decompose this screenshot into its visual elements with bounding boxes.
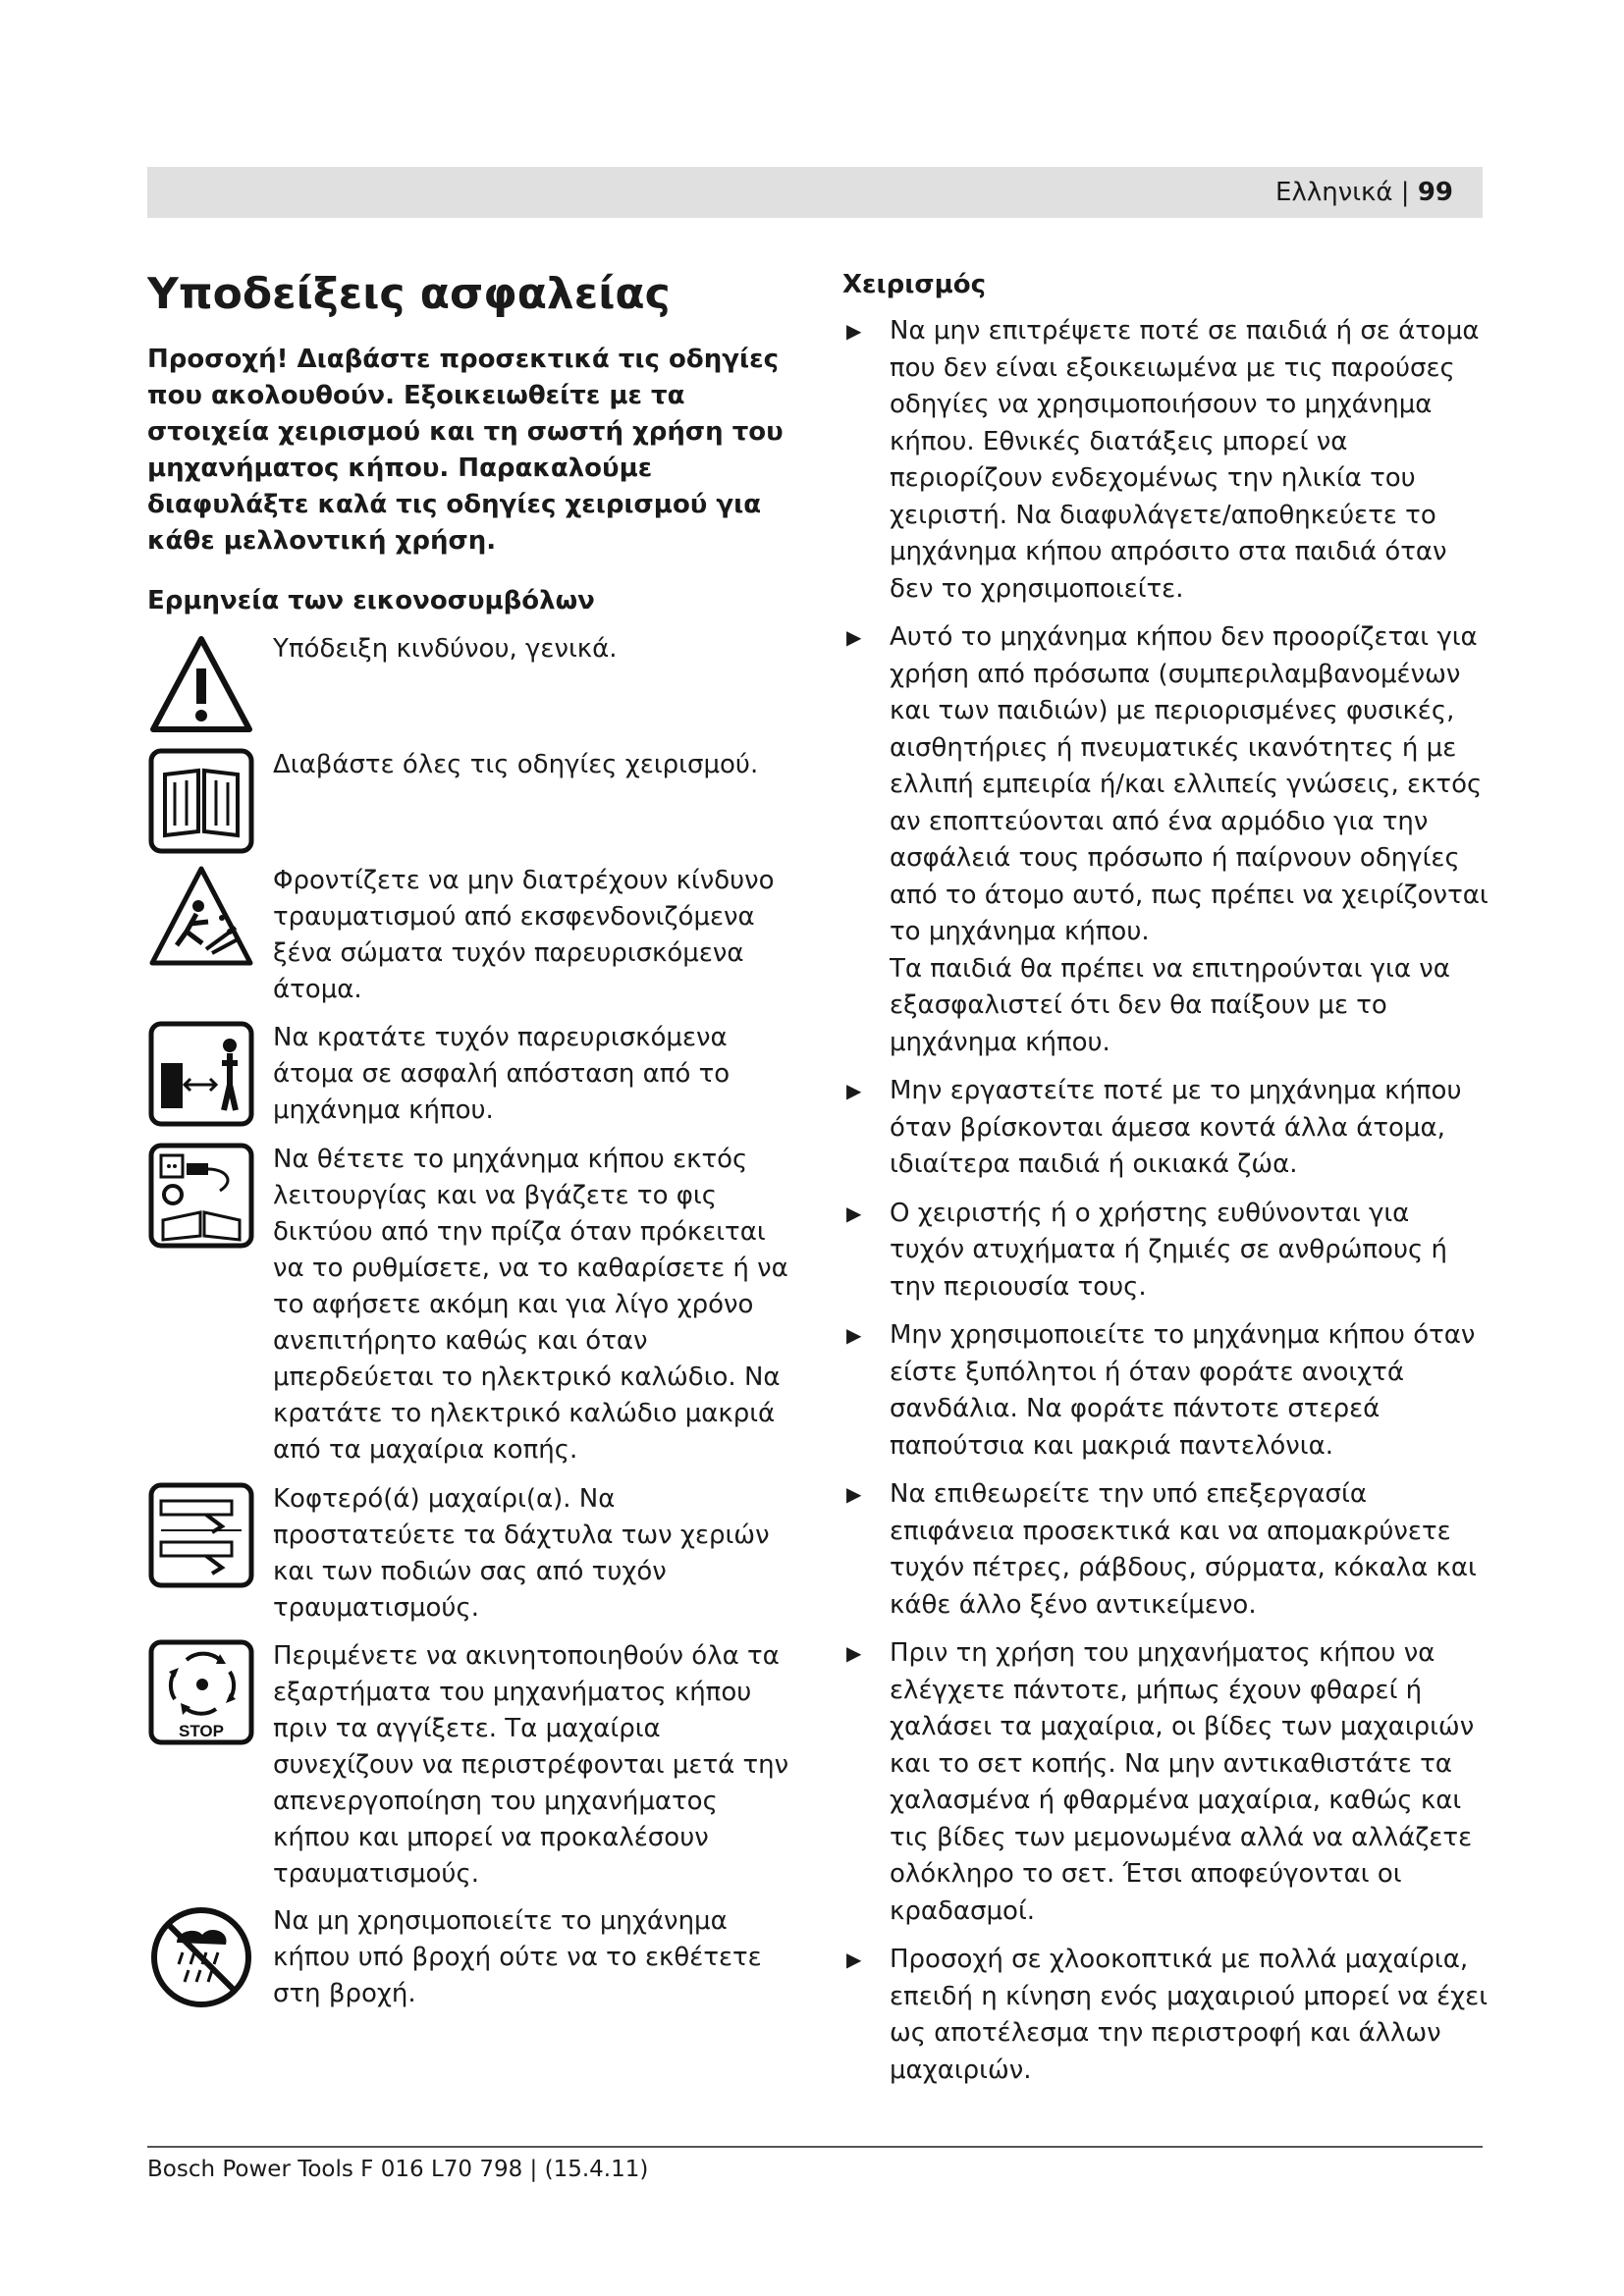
symbol-row: [147, 747, 795, 863]
left-column: [147, 265, 795, 2019]
page-header: [147, 167, 1483, 218]
bullet-text: Τα παιδιά θα πρέπει να επιτηρούνται για να εξασφαλιστεί ότι δεν θα παίξουν με το μηχάνημα κήπου.: [890, 953, 1450, 1057]
symbol-text: Να μη χρησιμοποιείτε το μηχάνημα κήπου υπό βροχή ούτε να το εκθέτετε στη βροχή.: [273, 1906, 762, 2008]
symbol-text: Φροντίζετε να μην διατρέχουν κίνδυνο τραυματισμού από εκσφενδονιζόμενα ξένα σώματα τυχόν παρευρισκόμενα άτομα.: [273, 866, 775, 1004]
bullet-arrow-icon: ▶: [846, 319, 862, 343]
stop-rotation-icon: [147, 1638, 255, 1746]
list-item: [842, 1196, 1490, 1307]
read-manual-icon: [147, 747, 255, 855]
symbol-row: [147, 1142, 795, 1481]
list-item: [842, 1942, 1490, 2089]
bullet-arrow-icon: ▶: [846, 1201, 862, 1225]
symbol-text: Κοφτερό(ά) μαχαίρι(α). Να προστατεύετε τα δάχτυλα των χεριών και των ποδιών σας από τυχόν τραυματισμούς.: [273, 1484, 770, 1623]
symbol-text: Διαβάστε όλες τις οδηγίες χειρισμού.: [273, 750, 759, 779]
symbol-row: [147, 1903, 795, 2019]
symbol-text: Περιμένετε να ακινητοποιηθούν όλα τα εξαρτήματα του μηχανήματος κήπου πριν τα αγγίξετε. Τα μαχαίρια συνεχίζουν να περιστρέφονται μετά την απενεργοποίηση του μηχανήματος κήπου και μπορεί να προκαλέσουν τραυματισμούς.: [273, 1641, 789, 1889]
right-column: [842, 265, 1490, 2101]
header-language: Ελληνικά |: [1275, 178, 1418, 207]
warning-triangle-icon: [147, 631, 255, 739]
bullet-text: Μην χρησιμοποιείτε το μηχάνημα κήπου όταν είστε ξυπόλητοι ή όταν φοράτε ανοιχτά σανδάλια. Να φοράτε πάντοτε στερεά παπούτσια και μακριά παντελόνια.: [890, 1320, 1476, 1461]
symbol-row: [147, 1638, 795, 1903]
list-item: [842, 1476, 1490, 1624]
list-item: [842, 1635, 1490, 1930]
bullet-arrow-icon: ▶: [846, 1641, 862, 1665]
bullet-arrow-icon: ▶: [846, 1079, 862, 1102]
bullet-text: Ο χειριστής ή ο χρήστης ευθύνονται για τυχόν ατυχήματα ή ζημιές σε ανθρώπους ή την περιουσία τους.: [890, 1198, 1448, 1302]
symbols-heading: Ερμηνεία των εικονοσυμβόλων: [147, 586, 595, 615]
bullet-arrow-icon: ▶: [846, 1948, 862, 1971]
operation-heading: Χειρισμός: [842, 270, 987, 299]
bullet-text: Πριν τη χρήση του μηχανήματος κήπου να ελέγχετε πάντοτε, μήπως έχουν φθαρεί ή χαλάσει τα μαχαίρια, οι βίδες των μαχαιριών και το σετ κοπής. Να μην αντικαθιστάτε τα χαλασμένα ή φθαρμένα μαχαίρια, καθώς και τις βίδες των μεμονωμένα αλλά να αλλάζετε ολόκληρο το σετ. Έτσι αποφεύγονται οι κραδασμοί.: [890, 1638, 1475, 1926]
symbol-text: Υπόδειξη κινδύνου, γενικά.: [273, 634, 618, 664]
stop-label: STOP: [179, 1722, 224, 1740]
footer-divider: [147, 2146, 1483, 2148]
list-item: [842, 619, 1490, 1061]
header-label: [1275, 167, 1453, 218]
bullet-text: Μην εργαστείτε ποτέ με το μηχάνημα κήπου όταν βρίσκονται άμεσα κοντά άλλα άτομα, ιδιαίτερα παιδιά ή οικιακά ζώα.: [890, 1076, 1462, 1179]
symbol-row: [147, 1481, 795, 1638]
bullet-arrow-icon: ▶: [846, 1482, 862, 1506]
intro-warning: Προσοχή! Διαβάστε προσεκτικά τις οδηγίες που ακολουθούν. Εξοικειωθείτε με τα στοιχεία χειρισμού και τη σωστή χρήση του μηχανήματος κήπου. Παρακαλούμε διαφυλάξτε καλά τις οδηγίες χειρισμού για κάθε μελλοντική χρήση.: [147, 345, 784, 556]
symbol-row: [147, 863, 795, 1020]
no-rain-icon: [147, 1903, 255, 2011]
symbol-text: Να κρατάτε τυχόν παρευρισκόμενα άτομα σε ασφαλή απόσταση από το μηχάνημα κήπου.: [273, 1023, 731, 1125]
keep-distance-icon: [147, 1020, 255, 1128]
bullet-arrow-icon: ▶: [846, 625, 862, 649]
list-item: [842, 1317, 1490, 1465]
sharp-blades-icon: [147, 1481, 255, 1589]
symbol-row: [147, 631, 795, 747]
page-title: Υποδείξεις ασφαλείας: [147, 269, 671, 319]
page-number: 99: [1417, 178, 1453, 207]
thrown-objects-icon: [147, 863, 255, 971]
symbol-row: [147, 1020, 795, 1142]
bullet-text: Αυτό το μηχάνημα κήπου δεν προορίζεται για χρήση από πρόσωπα (συμπεριλαμβανομένων και των παιδιών) με περιορισμένες φυσικές, αισθητήριες ή πνευματικές ικανότητες ή με ελλιπή εμπειρία ή/και ελλιπείς γνώσεις, εκτός αν εποπτεύονται από ένα αρμόδιο για την ασφάλειά τους πρόσωπο ή παίρνουν οδηγίες από το άτομο αυτό, πως πρέπει να χειρίζονται το μηχάνημα κήπου.: [890, 622, 1489, 946]
footer-text: Bosch Power Tools F 016 L70 798 | (15.4.11): [147, 2157, 649, 2182]
list-item: [842, 313, 1490, 608]
list-item: [842, 1073, 1490, 1184]
bullet-arrow-icon: ▶: [846, 1323, 862, 1347]
bullet-text: Να μην επιτρέψετε ποτέ σε παιδιά ή σε άτομα που δεν είναι εξοικειωμένα με τις παρούσες οδηγίες να χρησιμοποιήσουν το μηχάνημα κήπου. Εθνικές διατάξεις μπορεί να περιορίζουν ενδεχομένως την ηλικία του χειριστή. Να διαφυλάγετε/αποθηκεύετε το μηχάνημα κήπου απρόσιτο στα παιδιά όταν δεν το χρησιμοποιείτε.: [890, 316, 1480, 604]
unplug-icon: [147, 1142, 255, 1250]
bullet-text: Προσοχή σε χλοοκοπτικά με πολλά μαχαίρια, επειδή η κίνηση ενός μαχαιριού μπορεί να έχει ως αποτέλεσμα την περιστροφή και άλλων μαχαιριών.: [890, 1945, 1489, 2085]
symbol-text: Να θέτετε το μηχάνημα κήπου εκτός λειτουργίας και να βγάζετε το φις δικτύου από την πρίζα όταν πρόκειται να το ρυθμίσετε, να το καθαρίσετε ή να το αφήσετε ακόμη και για λίγο χρόνο ανεπιτήρητο καθώς και όταν μπερδεύεται το ηλεκτρικό καλώδιο. Να κρατάτε το ηλεκτρικό καλώδιο μακριά από τα μαχαίρια κοπής.: [273, 1145, 788, 1465]
bullet-text: Να επιθεωρείτε την υπό επεξεργασία επιφάνεια προσεκτικά και να απομακρύνετε τυχόν πέτρες, ράβδους, σύρματα, κόκαλα και κάθε άλλο ξένο αντικείμενο.: [890, 1479, 1477, 1620]
